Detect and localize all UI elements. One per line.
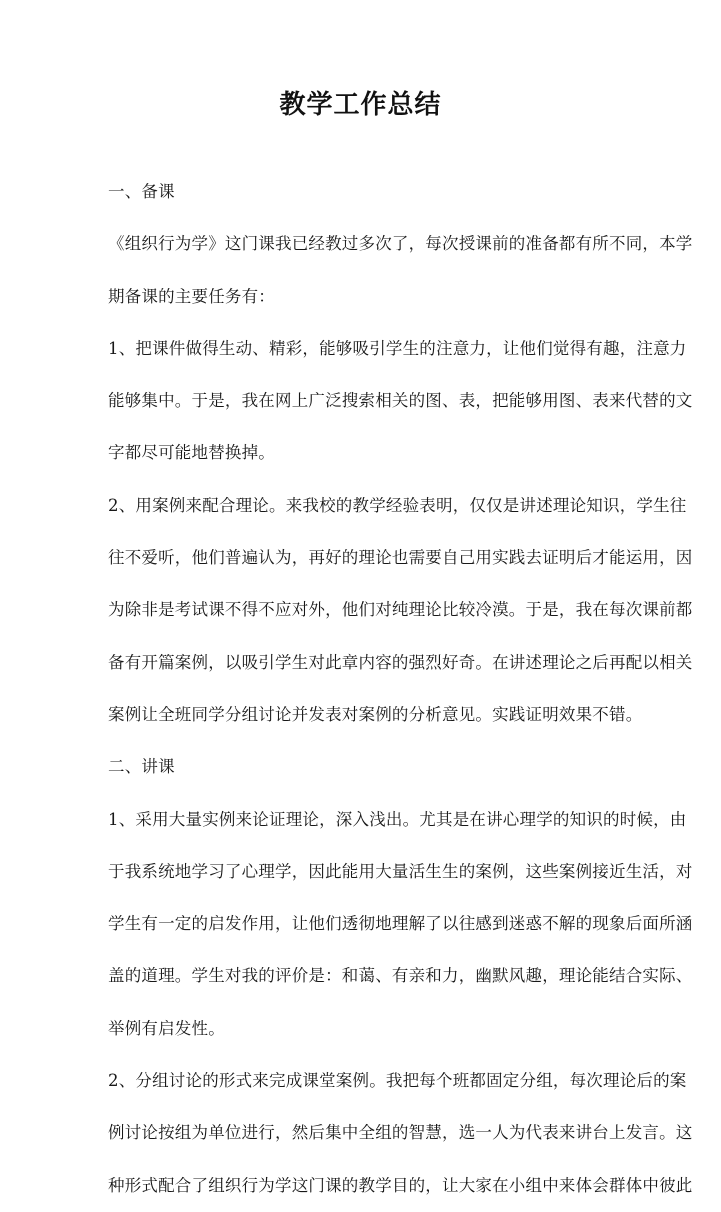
document-text-line: 能够集中。于是，我在网上广泛搜索相关的图、表，把能够用图、表来代替的文 bbox=[108, 391, 693, 411]
document-text-line: 2、分组讨论的形式来完成课堂案例。我把每个班都固定分组，每次理论后的案 bbox=[108, 1071, 687, 1091]
document-text-line: 2、用案例来配合理论。来我校的教学经验表明，仅仅是讲述理论知识，学生往 bbox=[108, 495, 687, 515]
document-text-line: 种形式配合了组织行为学这门课的教学目的，让大家在小组中来体会群体中彼此 bbox=[108, 1175, 693, 1195]
document-text-line: 一、备课 bbox=[108, 182, 175, 201]
document-text-line: 举例有启发性。 bbox=[108, 1018, 225, 1038]
document-text-line: 往不爱听，他们普遍认为，再好的理论也需要自己用实践去证明后才能运用，因 bbox=[108, 548, 693, 568]
document-text-line: 例讨论按组为单位进行，然后集中全组的智慧，选一人为代表来讲台上发言。这 bbox=[108, 1123, 693, 1143]
document-text-line: 字都尽可能地替换掉。 bbox=[108, 443, 275, 463]
document-text-line: 二、讲课 bbox=[108, 757, 175, 777]
document-text-line: 《组织行为学》这门课我已经教过多次了，每次授课前的准备都有所不同，本学 bbox=[108, 234, 693, 254]
document-text-line: 案例让全班同学分组讨论并发表对案例的分析意见。实践证明效果不错。 bbox=[108, 704, 643, 724]
document-text-line: 期备课的主要任务有： bbox=[108, 286, 275, 306]
document-text-line: 备有开篇案例，以吸引学生对此章内容的强烈好奇。在讲述理论之后再配以相关 bbox=[108, 652, 693, 672]
document-text-line: 1、把课件做得生动、精彩，能够吸引学生的注意力，让他们觉得有趣，注意力 bbox=[108, 338, 687, 358]
document-text-line: 于我系统地学习了心理学，因此能用大量活生生的案例，这些案例接近生活，对 bbox=[108, 861, 693, 881]
page-title: 教学工作总结 bbox=[279, 90, 442, 120]
document-text-line: 为除非是考试课不得不应对外，他们对纯理论比较冷漠。于是，我在每次课前都 bbox=[108, 600, 693, 620]
document-text-line: 盖的道理。学生对我的评价是：和蔼、有亲和力，幽默风趣，理论能结合实际、 bbox=[108, 966, 693, 986]
document-body bbox=[108, 166, 693, 1212]
document-text-line: 1、采用大量实例来论证理论，深入浅出。尤其是在讲心理学的知识的时候，由 bbox=[108, 809, 687, 829]
document-text-line: 学生有一定的启发作用，让他们透彻地理解了以往感到迷惑不解的现象后面所涵 bbox=[108, 914, 693, 934]
